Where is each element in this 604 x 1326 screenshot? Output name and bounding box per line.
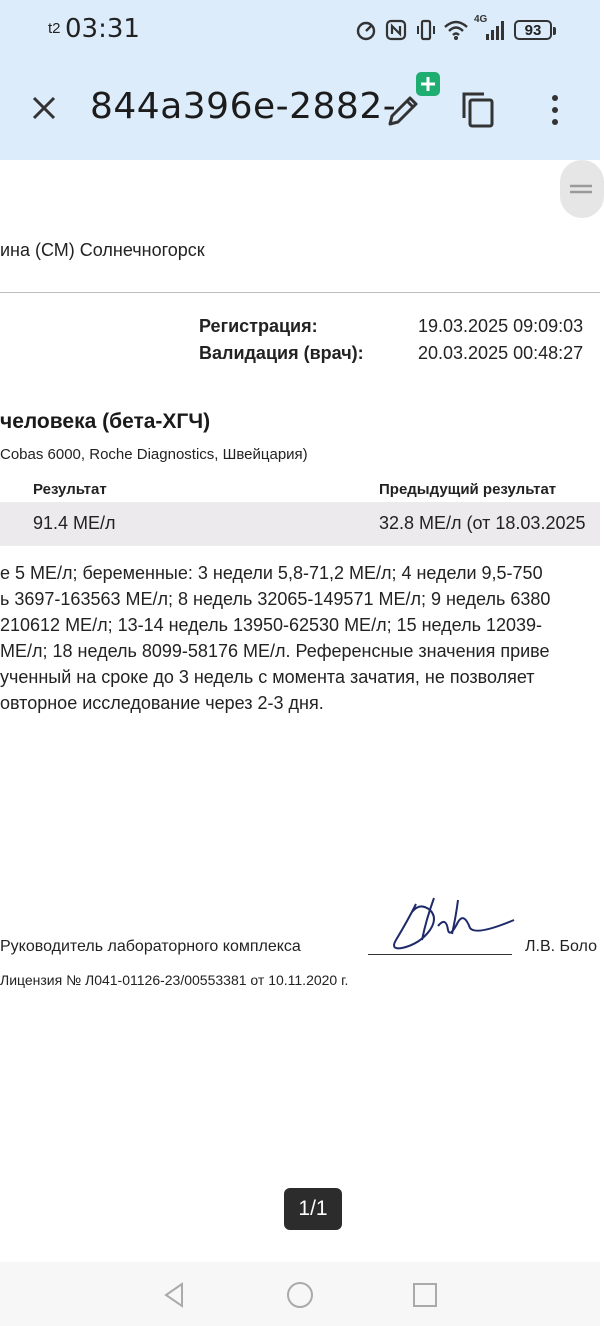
license-line: Лицензия № Л041-01126-23/00553381 от 10.11.2020 г. [0,972,349,988]
nfc-icon [384,18,408,42]
wifi-icon [444,18,468,42]
previous-result-column-header: Предыдущий результат [379,481,557,498]
copy-button[interactable] [458,90,498,130]
status-icons [354,16,552,44]
scroll-handle[interactable] [560,160,604,218]
signer-name: Л.В. Боло [525,938,597,955]
header-divider [0,292,600,293]
test-title: человека (бета-ХГЧ) [0,410,211,433]
validation-label: Валидация (врач): [199,343,364,363]
test-method: Cobas 6000, Roche Diagnostics, Швейцария) [0,446,308,463]
reference-line: ученный на сроке до 3 недель с момента зачатия, не позволяет [0,667,535,687]
plus-icon [416,72,440,96]
recents-icon [410,1280,440,1310]
drag-handle-icon [560,160,604,218]
more-options-button[interactable] [540,92,570,128]
registration-label: Регистрация: [199,316,318,336]
reference-line: ь 3697-163563 МЕ/л; 8 недель 32065-149571 МЕ/л; 9 недель 6380 [0,589,551,609]
more-vertical-icon [540,92,570,128]
vibrate-icon [414,18,438,42]
close-button[interactable] [28,92,60,124]
result-value: 91.4 МЕ/л [33,513,116,533]
home-icon [285,1280,315,1310]
carrier-label: t2 [48,20,61,37]
network-type-label: 4G [474,14,488,25]
signer-role: Руководитель лабораторного комплекса [0,938,301,955]
data-saver-icon [354,18,378,42]
reference-line: 210612 МЕ/л; 13-14 недель 13950-62530 МЕ/л; 15 недель 12039- [0,615,542,635]
status-time: 03:31 [65,14,140,44]
back-icon [160,1280,190,1310]
status-bar [0,0,600,60]
reference-values-text [0,560,550,716]
signature-image [386,890,518,956]
recents-button[interactable] [410,1280,440,1310]
result-column-header: Результат [33,481,107,498]
organization-line: ина (СМ) Солнечногорск [0,240,205,260]
home-button[interactable] [285,1280,315,1310]
reference-line: МЕ/л; 18 недель 8099-58176 МЕ/л. Референсные значения приве [0,641,550,661]
document-title: 844a396e-2882- [90,86,397,127]
reference-line: овторное исследование через 2-3 дня. [0,693,324,713]
previous-result-value: 32.8 МЕ/л (от 18.03.2025 [379,513,586,533]
validation-value: 20.03.2025 00:48:27 [418,343,584,363]
copy-icon [458,90,498,130]
signal-icon [474,14,508,42]
battery-icon: 93 [514,20,552,40]
registration-value: 19.03.2025 09:09:03 [418,316,584,336]
page-indicator: 1/1 [284,1188,342,1230]
reference-line: е 5 МЕ/л; беременные: 3 недели 5,8-71,2 МЕ/л; 4 недели 9,5-750 [0,563,543,583]
back-button[interactable] [160,1280,190,1310]
close-icon [28,92,60,124]
